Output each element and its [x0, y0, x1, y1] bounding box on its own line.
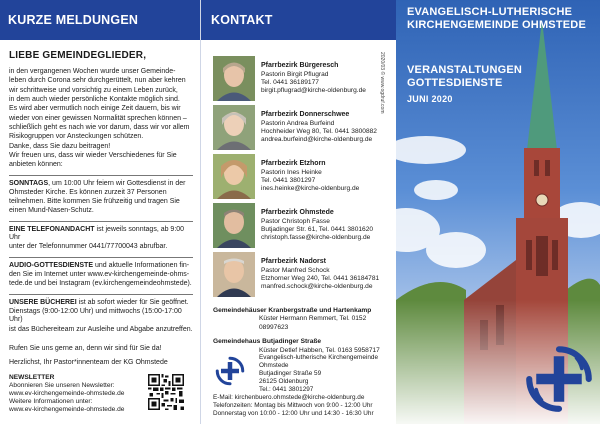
parish-name — [407, 6, 586, 33]
intro-line: wir schrittweise und vorsichtig zu einem Leben zurück, — [9, 86, 178, 94]
office-city: 26125 Oldenburg — [259, 378, 309, 385]
person-photo-icon — [213, 203, 255, 248]
closing — [9, 345, 193, 368]
header-contact — [201, 0, 396, 40]
contact-text — [261, 209, 396, 242]
panel-contact — [200, 0, 396, 424]
intro-line: in dem auch wieder persönliche Kontakte möglich sind. — [9, 95, 180, 103]
person-photo-icon — [213, 105, 255, 150]
parish-house-detail: Küster Detlef Habben, Tel. 0163 5958717 — [259, 346, 380, 354]
intro-line: schließlich geht es nach wie vor darum, dass wir vor allem — [9, 123, 190, 131]
panel-news — [0, 0, 200, 424]
newsletter-link[interactable]: www.ev-kirchengemeinde-ohmstede.de — [9, 390, 125, 398]
greeting: LIEBE GEMEINDEGLIEDER, — [9, 50, 147, 61]
cover-subtitle-line: VERANSTALTUNGEN — [407, 64, 523, 76]
contact-email[interactable]: manfred.schock@kirche-oldenburg.de — [261, 282, 373, 290]
closing-signature: Herzlichst, Ihr Pastor*innenteam der KG Ohmstede — [9, 359, 168, 367]
office-hours: Telefonzeiten: Montag bis Mittwoch von 9:00 - 12:00 Uhr — [213, 402, 373, 409]
parish-house-name: Gemeindehaus Butjadinger Straße — [213, 338, 322, 346]
buecherei-line: ist das Büchereiteam zur Ausleihe und Abgabe anzutreffen. — [9, 325, 193, 333]
intro-line: in den vergangenen Wochen wurde unser Gemeinde- — [9, 67, 176, 75]
cover-subtitle-line: GOTTESDIENSTE — [407, 77, 503, 90]
contact-item — [213, 56, 393, 104]
audio-line — [9, 262, 193, 270]
telefon-section — [9, 226, 193, 258]
sonntags-line: teilnehmen. Bitte kommen Sie frühzeitig und tragen Sie — [9, 198, 180, 206]
buecherei-line — [9, 299, 193, 307]
contact-person: Pastorin Andrea Burfeind — [261, 119, 335, 127]
audio-line: tede.de und bei Instagram (ev.kirchengemeindeohmstede). — [9, 280, 192, 288]
contact-district: Pfarrbezirk Donnerschwee — [261, 111, 350, 118]
contact-text — [261, 62, 396, 95]
intro-line: leben durch Corona sehr durchgerüttelt, nun aber kehren — [9, 77, 186, 85]
office-email[interactable]: E-Mail: kirchenbuero.ohmstede@kirche-oldenburg.de — [213, 394, 365, 401]
sonntags-line — [9, 180, 193, 188]
buecherei-text: ist ab sofort wieder für Sie geöffnet. — [76, 298, 189, 306]
intro-line: Risikogruppen vor Ansteckungen schützen. — [9, 133, 144, 141]
church-office — [213, 354, 395, 418]
contact-person: Pastor Manfred Schock — [261, 266, 330, 274]
contact-item — [213, 252, 393, 300]
sonntags-section — [9, 180, 193, 222]
parish-name-line: EVANGELISCH-LUTHERISCHE — [407, 6, 573, 18]
parish-name-line: KIRCHENGEMEINDE OHMSTEDE — [407, 19, 586, 32]
contact-district: Pfarrbezirk Bürgeresch — [261, 62, 339, 69]
contact-item — [213, 154, 393, 202]
header-news-title: KURZE MELDUNGEN — [8, 13, 139, 27]
contact-person: Pastor Christoph Fasse — [261, 217, 330, 225]
intro-line: anbieten können: — [9, 161, 63, 169]
header-news — [0, 0, 200, 40]
sonntags-line: Ohmsteder Kirche. Es können zurzeit 37 Personen — [9, 188, 167, 196]
contact-phone: Tel. 0441 36189177 — [261, 78, 319, 86]
intro-section — [9, 68, 193, 176]
office-street: Butjadinger Straße 59 — [259, 370, 322, 377]
telefon-text: ist jeweils sonntags, ab 9:00 Uhr — [9, 225, 185, 242]
parish-house-detail: Küster Hermann Remmert, Tel. 0152 08997623 — [259, 315, 367, 331]
newsletter-line: Weitere Informationen unter: — [9, 398, 93, 406]
contact-person: Pastorin Ines Heinke — [261, 168, 322, 176]
buecherei-line: Dienstags (9:00-12:00 Uhr) und mittwochs (15:00-17:00 Uhr) — [9, 308, 182, 324]
telefon-line: unter der Telefonnummer 0441/77700043 abrufbar. — [9, 243, 168, 251]
contact-list — [213, 56, 393, 301]
print-credit: 2020/03 © www.ogdruf.com — [379, 52, 385, 114]
audio-label: AUDIO-GOTTESDIENSTE — [9, 261, 94, 269]
sonntags-text: , um 10:00 Uhr feiern wir Gottesdienst in der — [48, 179, 186, 187]
buecherei-section — [9, 299, 193, 339]
contact-district: Pfarrbezirk Nadorst — [261, 258, 326, 265]
parish-house — [213, 307, 393, 332]
newsletter-title: NEWSLETTER — [9, 374, 55, 381]
intro-line: Wir freuen uns, dass wir wieder Verschiedenes für Sie — [9, 151, 177, 159]
header-contact-title: KONTAKT — [211, 13, 273, 27]
sonntags-label: SONNTAGS — [9, 179, 49, 187]
contact-text — [261, 160, 396, 193]
panel-cover — [396, 0, 600, 424]
intro-line: wieder von einer gewissen Normalität sprechen können – — [9, 114, 187, 122]
person-photo-icon — [213, 252, 255, 297]
newsletter-block — [9, 374, 149, 414]
contact-email[interactable]: andrea.burfeind@kirche-oldenburg.de — [261, 135, 373, 143]
contact-person: Pastorin Birgit Pflugrad — [261, 70, 329, 78]
news-body — [0, 40, 200, 368]
contact-phone: Tel. 0441 3801297 — [261, 176, 316, 184]
office-name: Evangelisch-lutherische Kirchengemeinde Ohmstede — [259, 354, 379, 369]
contact-text — [261, 258, 396, 291]
intro-line: Danke, dass Sie dazu beitragen! — [9, 142, 111, 150]
parish-house-name: Gemeindehäuser Kranbergstraße und Hartenkamp — [213, 307, 372, 314]
audio-line: den Sie im Internet unter www.ev-kirchengemeinde-ohms- — [9, 271, 190, 279]
contact-email[interactable]: ines.heinke@kirche-oldenburg.de — [261, 184, 360, 192]
intro-line: Es wird aber vermutlich noch einige Zeit dauern, bis wir — [9, 105, 181, 113]
contact-district: Pfarrbezirk Etzhorn — [261, 160, 326, 167]
contact-item — [213, 203, 393, 251]
sonntags-line: einen Mund-Nasen-Schutz. — [9, 207, 94, 215]
contact-text — [261, 111, 396, 144]
newsletter-line: Abonnieren Sie unseren Newsletter: — [9, 382, 115, 390]
office-phone: Tel.: 0441 3801297 — [259, 386, 314, 393]
contact-district: Pfarrbezirk Ohmstede — [261, 209, 334, 216]
telefon-line — [9, 226, 193, 243]
parish-house — [213, 338, 393, 355]
person-photo-icon — [213, 154, 255, 199]
buecherei-label: UNSERE BÜCHEREI — [9, 298, 77, 306]
office-hours: Donnerstag von 10:00 - 12:00 Uhr und 14:30 - 16:30 Uhr — [213, 410, 374, 417]
church-logo-icon — [524, 344, 594, 414]
contact-item — [213, 105, 393, 153]
qr-code-icon — [148, 374, 184, 410]
person-photo-icon — [213, 56, 255, 101]
contact-email[interactable]: birgit.pflugrad@kirche-oldenburg.de — [261, 86, 366, 94]
contact-phone: Butjadinger Str. 61, Tel. 0441 3801620 — [261, 225, 374, 233]
contact-phone: Etzhorner Weg 240, Tel. 0441 36184781 — [261, 274, 380, 282]
contact-email[interactable]: christoph.fasse@kirche-oldenburg.de — [261, 233, 371, 241]
contact-phone: Hochheider Weg 80, Tel. 0441 3800882 — [261, 127, 377, 135]
cover-month: JUNI 2020 — [407, 94, 453, 104]
audio-text: und aktuelle Informationen fin- — [93, 261, 190, 269]
cover-subtitle — [407, 64, 522, 91]
audio-section — [9, 262, 193, 295]
website-link[interactable]: www.ev-kirchengemeinde-ohmstede.de — [9, 406, 125, 414]
telefon-label: EINE TELEFONANDACHT — [9, 225, 95, 233]
closing-line: Rufen Sie uns gerne an, denn wir sind für Sie da! — [9, 345, 162, 353]
